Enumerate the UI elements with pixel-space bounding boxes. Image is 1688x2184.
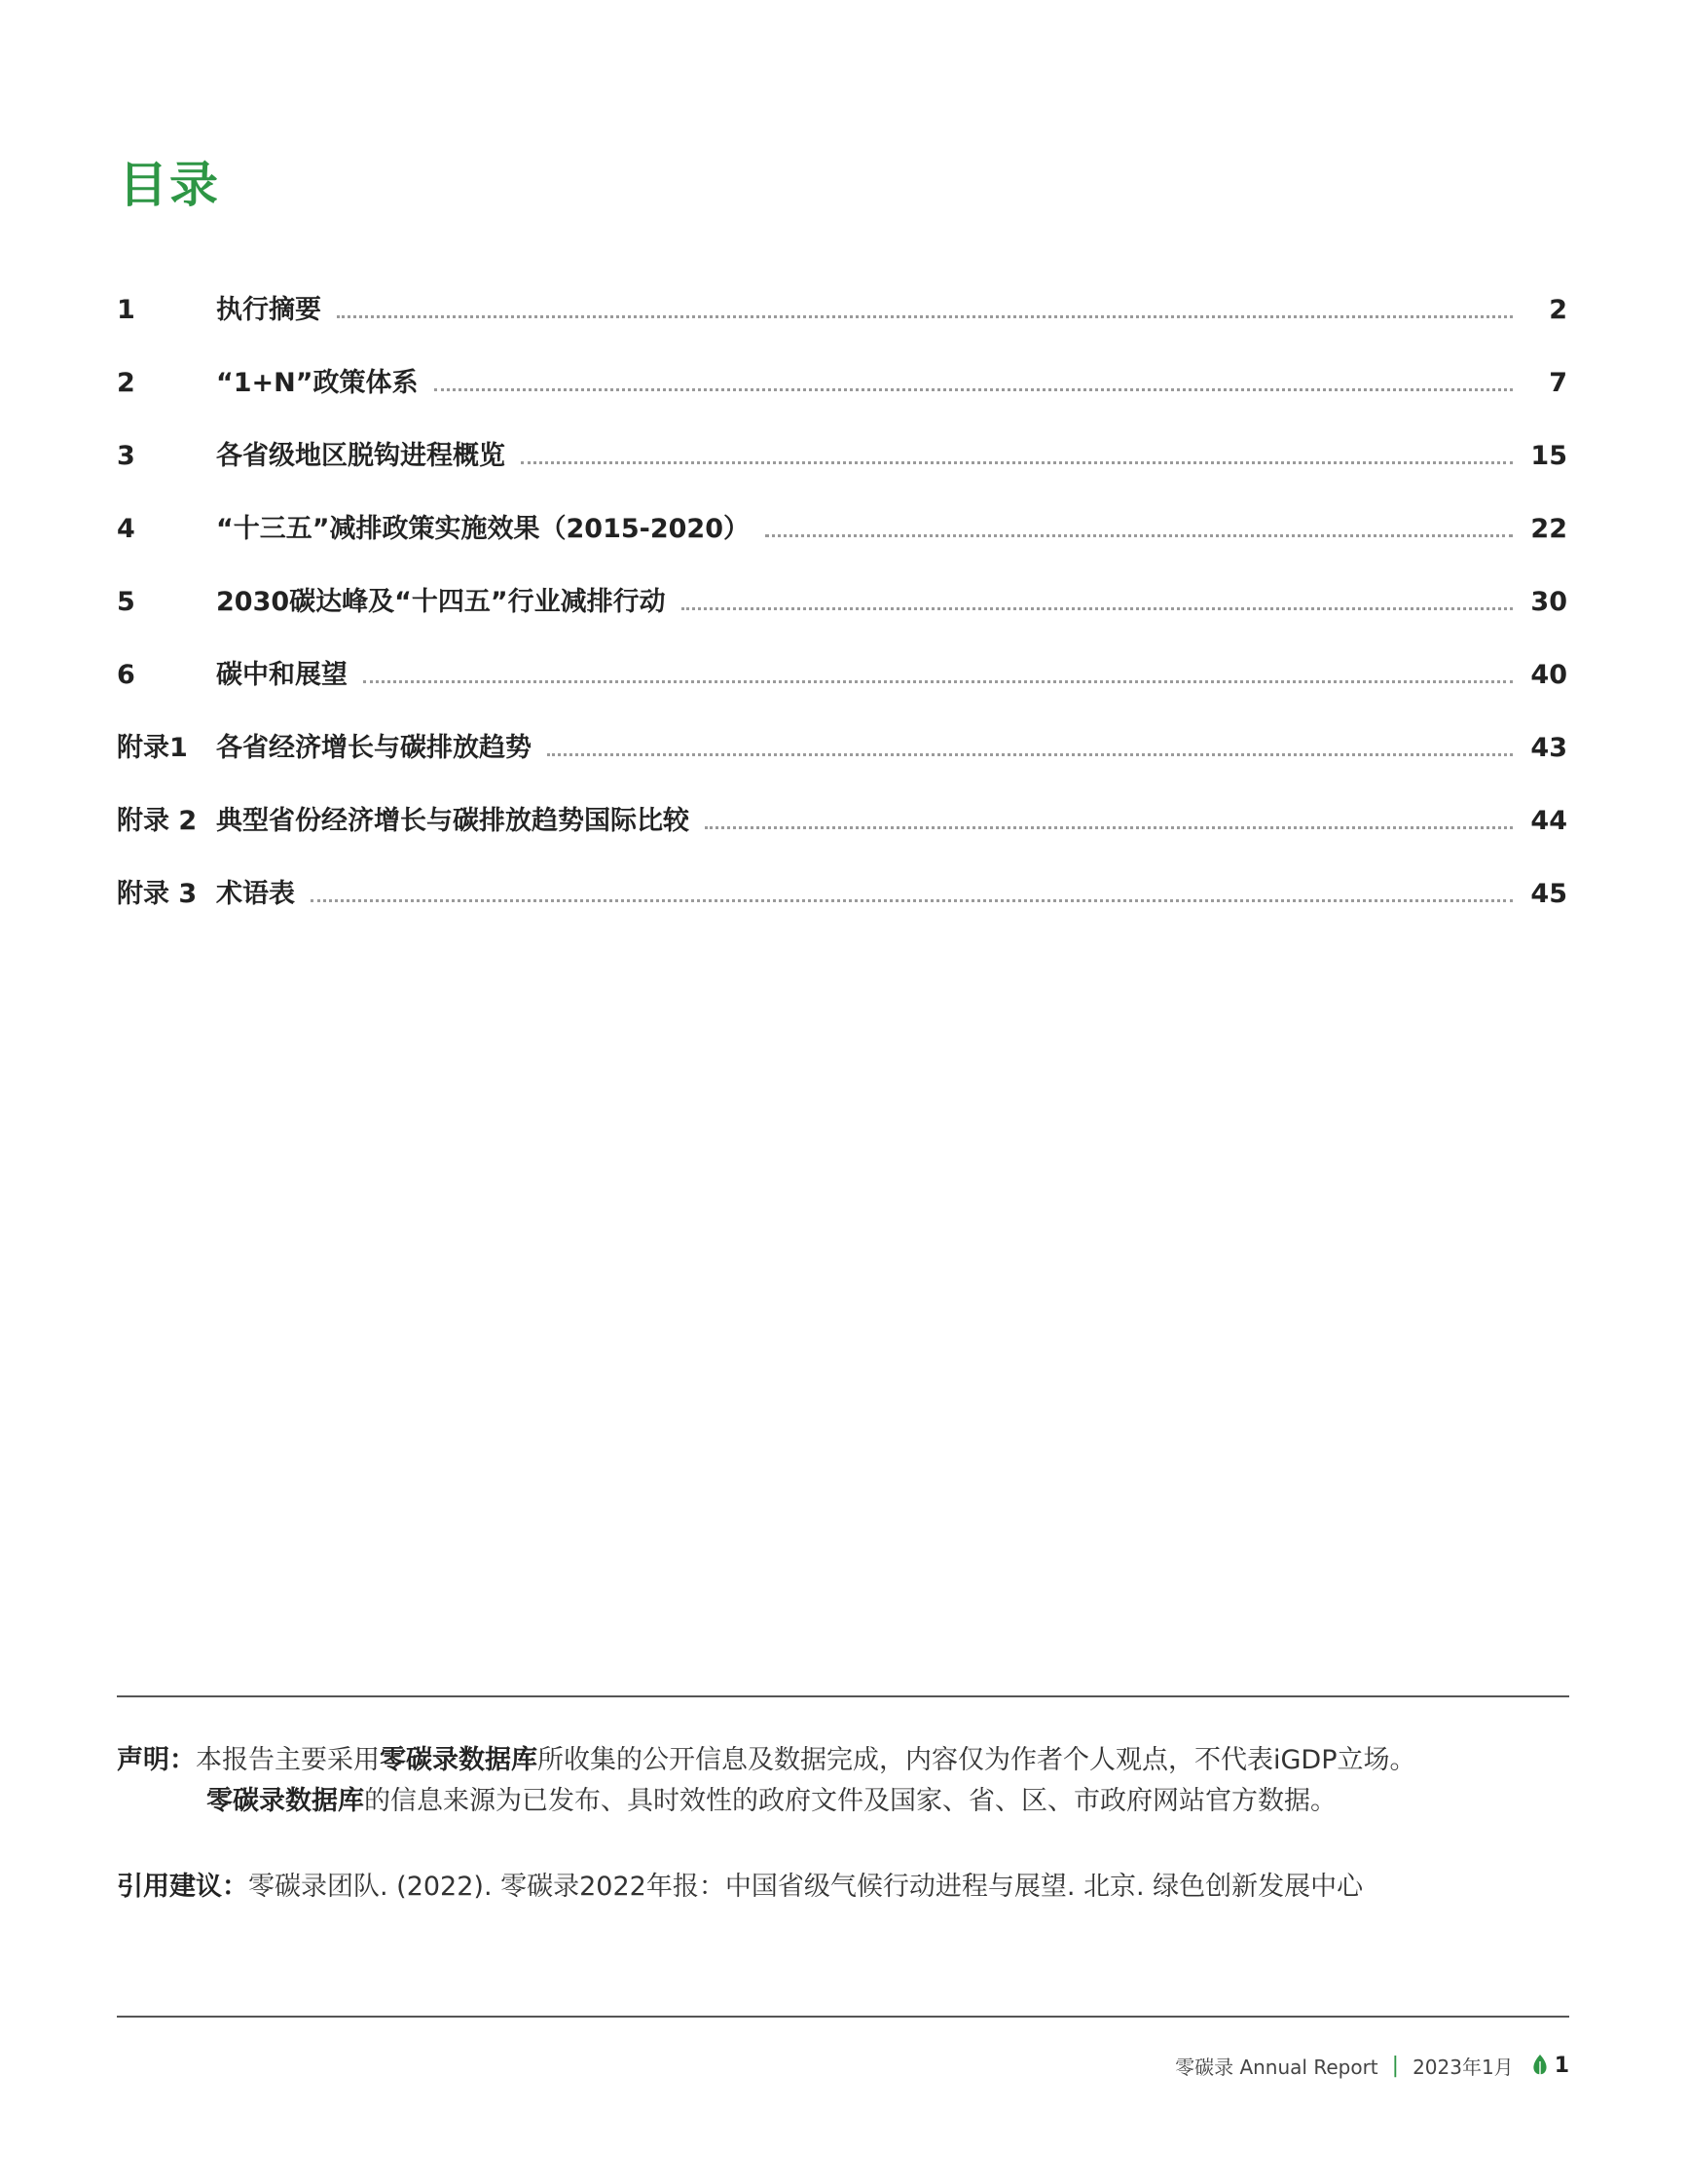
citation-label: 引用建议： bbox=[117, 1872, 248, 1902]
toc-entry-number: 2 bbox=[117, 368, 135, 398]
disclaimer bbox=[117, 1740, 1577, 1822]
citation-suggestion bbox=[117, 1867, 1577, 1908]
toc-dot-leader bbox=[547, 753, 1513, 756]
toc-entry-page: 7 bbox=[1549, 368, 1567, 398]
toc-dot-leader bbox=[434, 388, 1514, 391]
citation-text: 零碳录团队. (2022). 零碳录2022年报：中国省级气候行动进程与展望. 北京. 绿色创新发展中心 bbox=[248, 1872, 1364, 1902]
page-title: 目录 bbox=[119, 157, 220, 213]
disclaimer-text: 的信息来源为已发布、具时效性的政府文件及国家、省、区、市政府网站官方数据。 bbox=[364, 1786, 1337, 1816]
toc-entry-title: 碳中和展望 bbox=[216, 660, 348, 690]
toc-entry-number: 6 bbox=[117, 660, 135, 690]
page-footer bbox=[1175, 2048, 1569, 2083]
toc-dot-leader bbox=[681, 607, 1513, 610]
disclaimer-text: 所收集的公开信息及数据完成，内容仅为作者个人观点，不代表iGDP立场。 bbox=[537, 1745, 1416, 1775]
toc-entry-number: 附录 3 bbox=[117, 879, 198, 909]
toc-entry-number: 附录 2 bbox=[117, 806, 198, 836]
toc-entry-page: 45 bbox=[1530, 879, 1567, 909]
leaf-icon bbox=[1531, 2054, 1549, 2077]
toc-entry[interactable] bbox=[117, 580, 1567, 653]
page-number: 1 bbox=[1554, 2053, 1569, 2078]
toc-dot-leader bbox=[337, 315, 1513, 318]
toc-entry[interactable] bbox=[117, 507, 1567, 580]
toc-dot-leader bbox=[765, 534, 1513, 537]
toc-dot-leader bbox=[363, 680, 1513, 683]
toc-entry-page: 22 bbox=[1530, 514, 1567, 544]
disclaimer-line bbox=[117, 1740, 1577, 1781]
disclaimer-label: 声明： bbox=[117, 1745, 196, 1775]
toc-entry-title: 2030碳达峰及“十四五”行业减排行动 bbox=[216, 587, 666, 617]
toc-entry[interactable] bbox=[117, 726, 1567, 799]
toc-dot-leader bbox=[311, 899, 1513, 902]
toc-entry-title: 术语表 bbox=[216, 879, 295, 909]
disclaimer-line bbox=[117, 1781, 1577, 1822]
toc-entry-number: 5 bbox=[117, 587, 135, 617]
toc-entry-page: 43 bbox=[1530, 733, 1567, 763]
divider bbox=[117, 2016, 1569, 2018]
toc-dot-leader bbox=[521, 461, 1513, 464]
toc-entry-title: “1+N”政策体系 bbox=[216, 368, 419, 398]
toc-entry-page: 30 bbox=[1530, 587, 1567, 617]
toc-entry[interactable] bbox=[117, 361, 1567, 434]
footer-date: 2023年1月 bbox=[1413, 2055, 1514, 2079]
toc-entry-page: 2 bbox=[1549, 295, 1567, 325]
toc-entry-title: 各省级地区脱钩进程概览 bbox=[216, 441, 505, 471]
footer-brand: 零碳录 Annual Report bbox=[1175, 2055, 1378, 2079]
toc-dot-leader bbox=[705, 826, 1513, 829]
toc-entry[interactable] bbox=[117, 288, 1567, 361]
toc-entry-title: 典型省份经济增长与碳排放趋势国际比较 bbox=[216, 806, 689, 836]
toc-entry-page: 44 bbox=[1530, 806, 1567, 836]
divider bbox=[117, 1695, 1569, 1697]
database-name: 零碳录数据库 bbox=[206, 1786, 364, 1816]
toc-entry-title: 各省经济增长与碳排放趋势 bbox=[216, 733, 532, 763]
toc-entry[interactable] bbox=[117, 799, 1567, 872]
toc-entry-page: 40 bbox=[1530, 660, 1567, 690]
toc-entry-number: 3 bbox=[117, 441, 135, 471]
toc-entry-title: “十三五”减排政策实施效果（2015-2020） bbox=[216, 514, 750, 544]
toc-entry[interactable] bbox=[117, 434, 1567, 507]
toc-entry-number: 1 bbox=[117, 295, 135, 325]
table-of-contents bbox=[117, 288, 1567, 945]
toc-entry-number: 4 bbox=[117, 514, 135, 544]
disclaimer-text: 本报告主要采用 bbox=[196, 1745, 380, 1775]
toc-entry-page: 15 bbox=[1530, 441, 1567, 471]
database-name: 零碳录数据库 bbox=[380, 1745, 537, 1775]
toc-entry[interactable] bbox=[117, 653, 1567, 726]
toc-entry-title: 执行摘要 bbox=[216, 295, 321, 325]
toc-entry[interactable] bbox=[117, 872, 1567, 945]
toc-entry-number: 附录1 bbox=[117, 733, 188, 763]
footer-separator: | bbox=[1391, 2053, 1400, 2078]
